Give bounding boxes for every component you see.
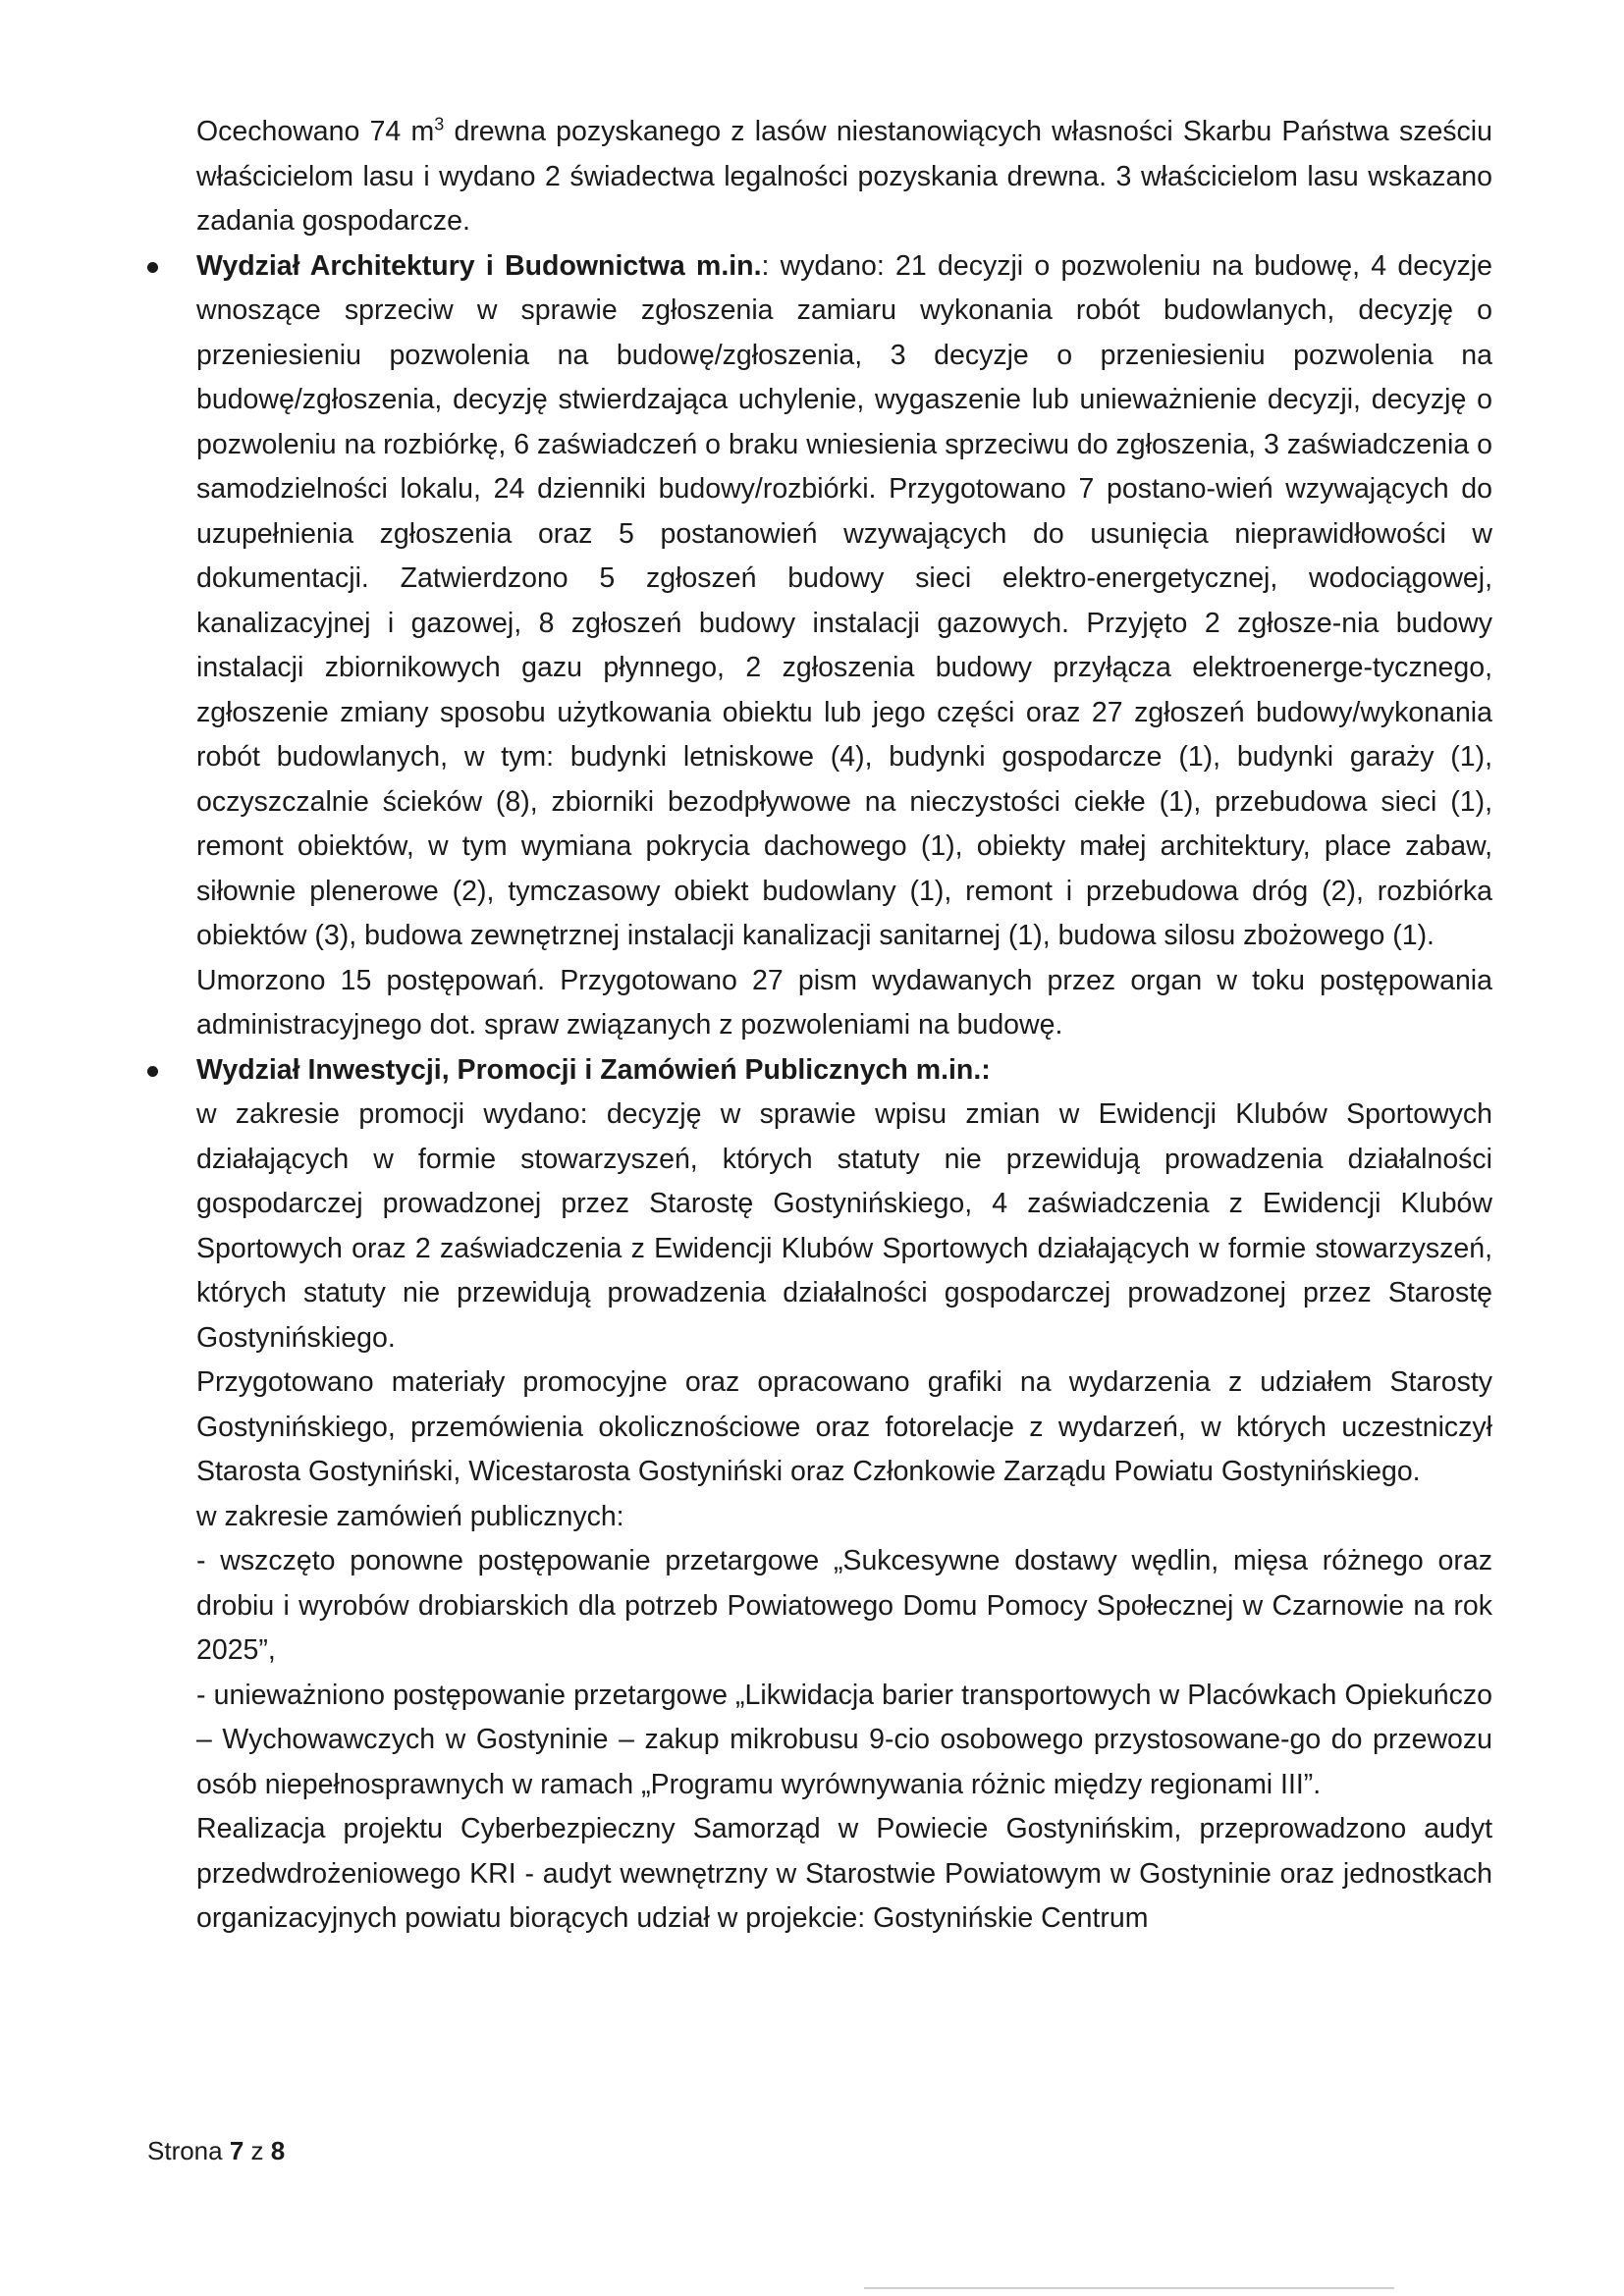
footer-separator: z xyxy=(244,2136,271,2165)
inwestycje-zamowienia-item-2: - unieważniono postępowanie przetargowe „Likwidacja barier transportowych w Placówkach Opiekuńczo – Wychowawczych w Gostyninie – zakup mikrobusu 9-cio osobowego przystosowane-go do przewozu osób niepełnosprawnych w ramach „Programu wyrównywania różnic między regionami III”. xyxy=(196,1679,1492,1800)
inwestycje-materialy: Przygotowano materiały promocyjne oraz opracowano grafiki na wydarzenia z udziałem Starosty Gostynińskiego, przemówienia okolicznościowe oraz fotorelacje z wydarzeń, w których uczestniczył Starosta Gostyniński, Wicestarosta Gostyniński oraz Członkowie Zarządu Powiatu Gostynińskiego. xyxy=(196,1366,1492,1487)
inwestycje-cyber: Realizacja projektu Cyberbezpieczny Samorząd w Powiecie Gostynińskim, przeprowadzono audyt przedwdrożeniowego KRI - audyt wewnętrzny w Starostwie Powiatowym w Gostyninie oraz jednostkach organizacyjnych powiatu biorących udział w projekcie: Gostynińskie Centrum xyxy=(196,1813,1492,1934)
intro-paragraph xyxy=(196,110,1492,244)
bullet-icon xyxy=(147,262,158,273)
intro-text-rest: drewna pozyskanego z lasów niestanowiących własności Skarbu Państwa sześciu właścicielom lasu i wydano 2 świadectwa legalności pozyskania drewna. 3 właścicielom lasu wskazano zadania gospodarcze. xyxy=(196,116,1492,237)
architektura-heading: Wydział Architektury i Budownictwa m.in. xyxy=(196,249,762,282)
inwestycje-zamowienia-intro: w zakresie zamówień publicznych: xyxy=(196,1500,624,1532)
bullet-architektura xyxy=(196,244,1492,1048)
bullet-inwestycje xyxy=(196,1048,1492,1942)
page-footer xyxy=(147,2136,285,2166)
inwestycje-promocja: w zakresie promocji wydano: decyzję w sprawie wpisu zmian w Ewidencji Klubów Sportowych działających w formie stowarzyszeń, których statuty nie przewidują prowadzenia działalności gospodarczej prowadzonej przez Starostę Gostynińskiego, 4 zaświadczenia z Ewidencji Klubów Sportowych oraz 2 zaświadczenia z Ewidencji Klubów Sportowych działających w formie stowarzyszeń, których statuty nie przewidują prowadzenia działalności gospodarczej prowadzonej przez Starostę Gostynińskiego. xyxy=(196,1098,1492,1354)
footer-label: Strona xyxy=(147,2136,230,2165)
architektura-paragraph xyxy=(196,244,1492,959)
footer-page-number: 7 xyxy=(229,2136,244,2165)
footer-page-total: 8 xyxy=(270,2136,286,2165)
scan-artifact-line xyxy=(864,2287,1394,2289)
document-body xyxy=(196,110,1492,1942)
architektura-umorzono: Umorzono 15 postępowań. Przygotowano 27 pism wydawanych przez organ w toku postępowania administracyjnego dot. spraw związanych z pozwoleniami na budowę. xyxy=(196,964,1492,1041)
inwestycje-zamowienia-item-1: - wszczęto ponowne postępowanie przetargowe „Sukcesywne dostawy wędlin, mięsa różnego oraz drobiu i wyrobów drobiarskich dla potrzeb Powiatowego Domu Pomocy Społecznej w Czarnowie na rok 2025”, xyxy=(196,1545,1492,1666)
architektura-text: : wydano: 21 decyzji o pozwoleniu na budowę, 4 decyzje wnoszące sprzeciw w sprawie zgłoszenia zamiaru wykonania robót budowlanych, decyzję o przeniesieniu pozwolenia na budowę/zgłoszenia, 3 decyzje o przeniesieniu pozwolenia na budowę/zgłoszenia, decyzję stwierdzająca uchylenie, wygaszenie lub unieważnienie decyzji, decyzję o pozwoleniu na rozbiórkę, 6 zaświadczeń o braku wniesienia sprzeciwu do zgłoszenia, 3 zaświadczenia o samodzielności lokalu, 24 dzienniki budowy/rozbiórki. Przygotowano 7 postano-wień wzywających do uzupełnienia zgłoszenia oraz 5 postanowień wzywających do usunięcia nieprawidłowości w dokumentacji. Zatwierdzono 5 zgłoszeń budowy sieci elektro-energetycznej, wodociągowej, kanalizacyjnej i gazowej, 8 zgłoszeń budowy instalacji gazowych. Przyjęto 2 zgłosze-nia budowy instalacji zbiornikowych gazu płynnego, 2 zgłoszenia budowy przyłącza elektroenerge-tycznego, zgłoszenie zmiany sposobu użytkowania obiektu lub jego części oraz 27 zgłoszeń budowy/wykonania robót budowlanych, w tym: budynki letniskowe (4), budynki gospodarcze (1), budynki garaży (1), oczyszczalnie ścieków (8), zbiorniki bezodpływowe na nieczystości ciekłe (1), przebudowa sieci (1), remont obiektów, w tym wymiana pokrycia dachowego (1), obiekty małej architektury, place zabaw, siłownie plenerowe (2), tymczasowy obiekt budowlany (1), remont i przebudowa dróg (2), rozbiórka obiektów (3), budowa zewnętrznej instalacji kanalizacji sanitarnej (1), budowa silosu zbożowego (1). xyxy=(196,249,1492,951)
intro-text-start: Ocechowano 74 m xyxy=(196,116,435,147)
superscript-3: 3 xyxy=(434,114,445,134)
inwestycje-heading: Wydział Inwestycji, Promocji i Zamówień Publicznych m.in.: xyxy=(196,1053,991,1086)
bullet-icon xyxy=(147,1066,158,1077)
